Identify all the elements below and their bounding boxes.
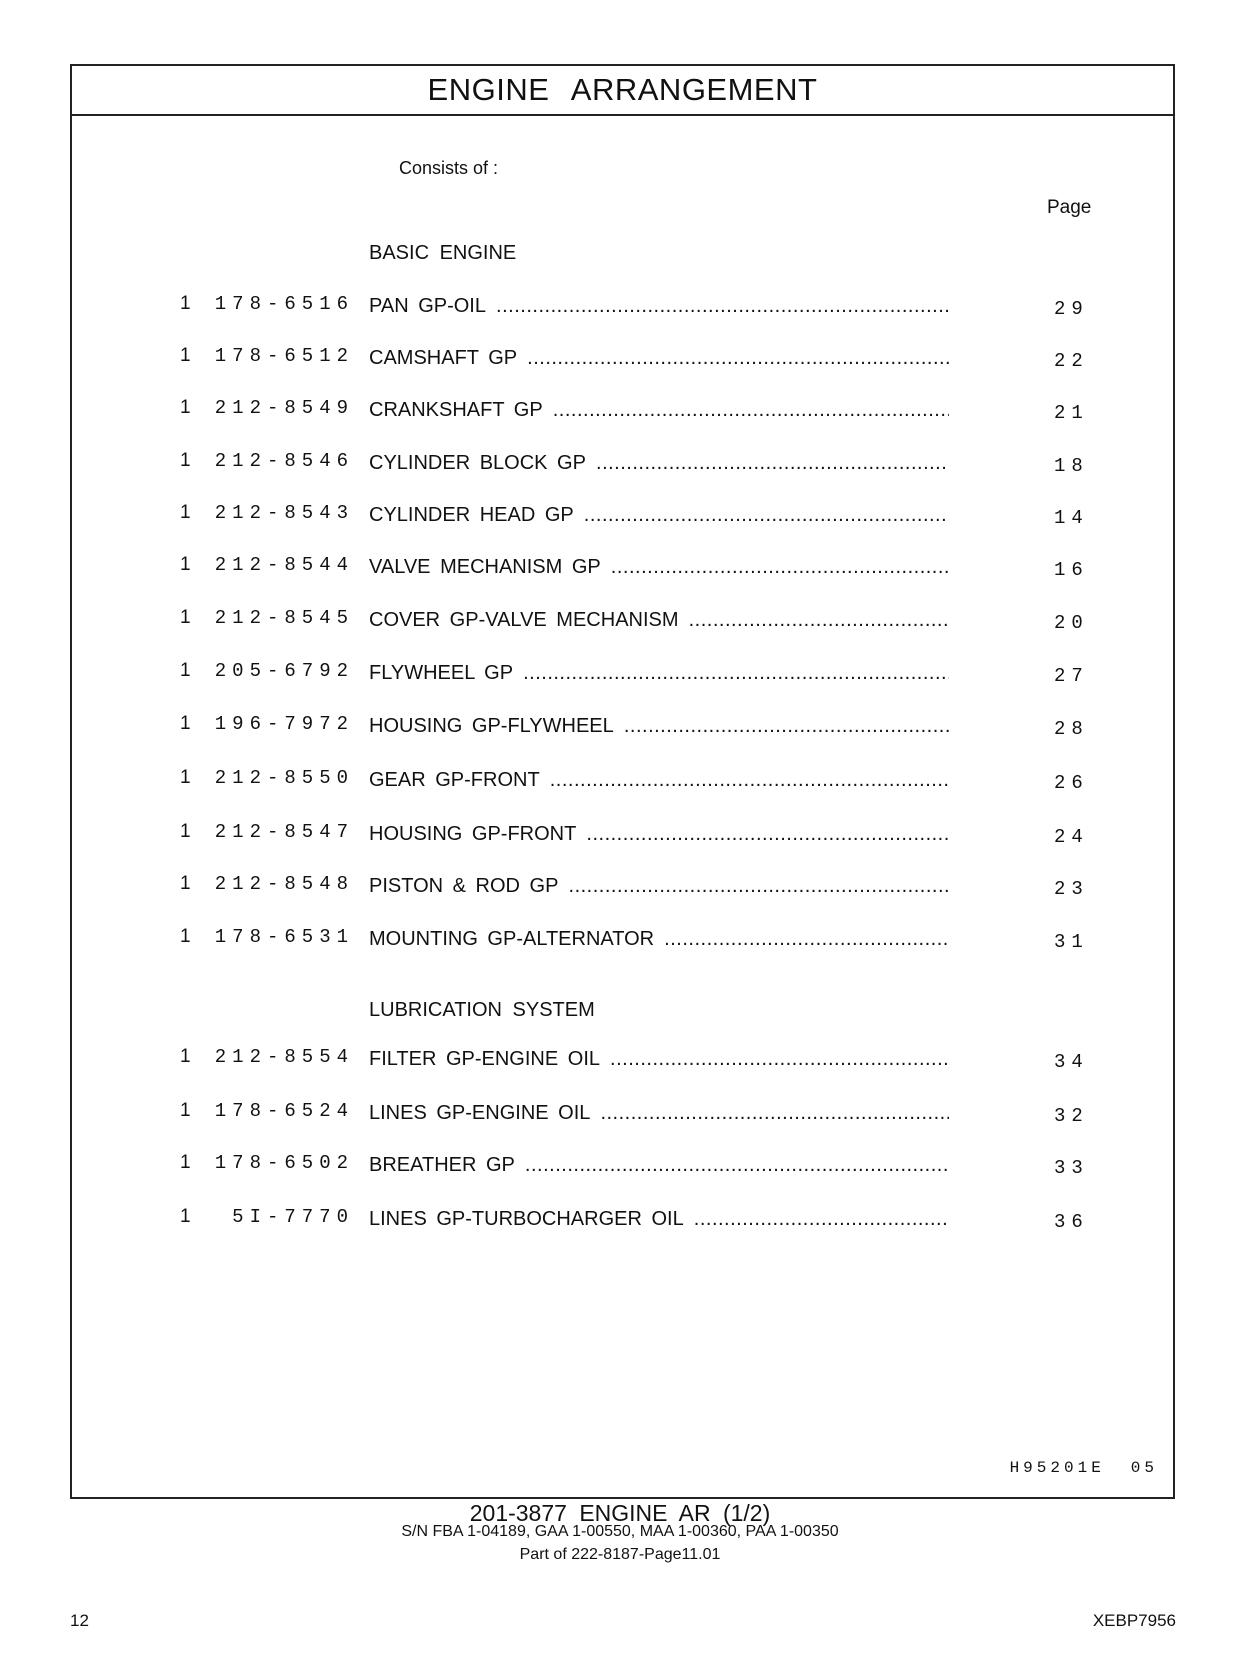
list-item (72, 1046, 1172, 1076)
item-part-number: 212-8554 (214, 1046, 354, 1068)
item-qty: 1 (180, 397, 191, 418)
item-qty: 1 (180, 713, 191, 734)
item-qty: 1 (180, 1152, 191, 1173)
item-description: VALVE MECHANISM GP ..... (369, 556, 949, 579)
list-item (72, 821, 1172, 851)
item-description: CRANKSHAFT GP ..... (369, 399, 949, 422)
item-qty: 1 (180, 450, 191, 471)
item-description: BREATHER GP ..... (369, 1154, 949, 1177)
item-part-number: 212-8550 (214, 767, 354, 789)
illustration-code-revision: 05 (1130, 1459, 1158, 1477)
list-item (72, 450, 1172, 480)
item-description: GEAR GP-FRONT ..... (369, 769, 949, 792)
page-column-header: Page (1047, 197, 1092, 218)
item-page: 31 (1054, 931, 1089, 953)
item-description: HOUSING GP-FRONT ..... (369, 823, 949, 846)
item-part-number: 212-8546 (214, 450, 354, 472)
item-qty: 1 (180, 345, 191, 366)
item-qty: 1 (180, 293, 191, 314)
list-item (72, 1100, 1172, 1130)
item-qty: 1 (180, 767, 191, 788)
item-page: 28 (1054, 718, 1089, 740)
item-part-number: 5I-7770 (232, 1206, 354, 1228)
list-item (72, 502, 1172, 532)
list-item (72, 397, 1172, 427)
item-page: 22 (1054, 350, 1089, 372)
list-item (72, 767, 1172, 797)
item-description: PAN GP-OIL ..... (369, 295, 949, 318)
list-item (72, 1152, 1172, 1182)
item-qty: 1 (180, 502, 191, 523)
item-description: CAMSHAFT GP ..... (369, 347, 949, 370)
item-part-number: 212-8549 (214, 397, 354, 419)
title-bar (72, 66, 1173, 116)
item-qty: 1 (180, 660, 191, 681)
item-description: PISTON & ROD GP ..... (369, 875, 949, 898)
item-part-number: 178-6524 (214, 1100, 354, 1122)
item-part-number: 178-6512 (214, 345, 354, 367)
item-description: FILTER GP-ENGINE OIL ..... (369, 1048, 949, 1071)
item-qty: 1 (180, 607, 191, 628)
item-part-number: 205-6792 (214, 660, 354, 682)
item-page: 32 (1054, 1105, 1089, 1127)
item-page: 29 (1054, 298, 1089, 320)
item-page: 24 (1054, 826, 1089, 848)
item-page: 23 (1054, 878, 1089, 900)
list-item (72, 713, 1172, 743)
item-description: LINES GP-TURBOCHARGER OIL ..... (369, 1208, 949, 1231)
item-description: COVER GP-VALVE MECHANISM ..... (369, 609, 949, 632)
page-number: 12 (70, 1611, 89, 1630)
item-part-number: 178-6531 (214, 926, 354, 948)
page-title: ENGINE ARRANGEMENT (427, 72, 818, 107)
item-part-number: 212-8545 (214, 607, 354, 629)
item-page: 21 (1054, 402, 1089, 424)
footer-title: 201-3877 ENGINE AR (1/2) (469, 1500, 771, 1526)
illustration-code (1010, 1459, 1158, 1477)
list-item (72, 926, 1172, 956)
item-page: 16 (1054, 559, 1089, 581)
illustration-code-number: H95201E (1009, 1459, 1105, 1477)
item-part-number: 212-8547 (214, 821, 354, 843)
item-qty: 1 (180, 873, 191, 894)
item-part-number: 178-6516 (214, 293, 354, 315)
item-description: LINES GP-ENGINE OIL ..... (369, 1102, 949, 1125)
item-qty: 1 (180, 1046, 191, 1067)
section-heading-lubrication-system: LUBRICATION SYSTEM (369, 999, 595, 1021)
consists-of-label: Consists of : (399, 158, 499, 178)
item-description: CYLINDER HEAD GP ..... (369, 504, 949, 527)
item-part-number: 212-8544 (214, 554, 354, 576)
list-item (72, 607, 1172, 637)
list-item (72, 660, 1172, 690)
item-part-number: 178-6502 (214, 1152, 354, 1174)
item-qty: 1 (180, 926, 191, 947)
item-qty: 1 (180, 1100, 191, 1121)
item-description: CYLINDER BLOCK GP ..... (369, 452, 949, 475)
list-item (72, 345, 1172, 375)
item-part-number: 196-7972 (214, 713, 354, 735)
list-item (72, 1206, 1172, 1236)
item-description: MOUNTING GP-ALTERNATOR ..... (369, 928, 949, 951)
list-item (72, 554, 1172, 584)
item-page: 33 (1054, 1157, 1089, 1179)
footer-serial-numbers: S/N FBA 1-04189, GAA 1-00550, MAA 1-00360, PAA 1-00350 (401, 1523, 839, 1540)
item-part-number: 212-8543 (214, 502, 354, 524)
item-page: 27 (1054, 665, 1089, 687)
item-page: 20 (1054, 612, 1089, 634)
parts-list-frame (70, 64, 1175, 1499)
item-description: FLYWHEEL GP ..... (369, 662, 949, 685)
footer-part-of: Part of 222-8187-Page11.01 (519, 1546, 721, 1563)
document-id: XEBP7956 (1092, 1611, 1176, 1630)
item-page: 18 (1054, 455, 1089, 477)
item-description: HOUSING GP-FLYWHEEL ..... (369, 715, 949, 738)
item-qty: 1 (180, 554, 191, 575)
item-page: 14 (1054, 507, 1089, 529)
item-qty: 1 (180, 1206, 191, 1227)
item-page: 34 (1054, 1051, 1089, 1073)
item-page: 36 (1054, 1211, 1089, 1233)
list-item (72, 873, 1172, 903)
item-qty: 1 (180, 821, 191, 842)
item-page: 26 (1054, 772, 1089, 794)
list-item (72, 293, 1172, 323)
item-part-number: 212-8548 (214, 873, 354, 895)
section-heading-basic-engine: BASIC ENGINE (369, 242, 517, 264)
